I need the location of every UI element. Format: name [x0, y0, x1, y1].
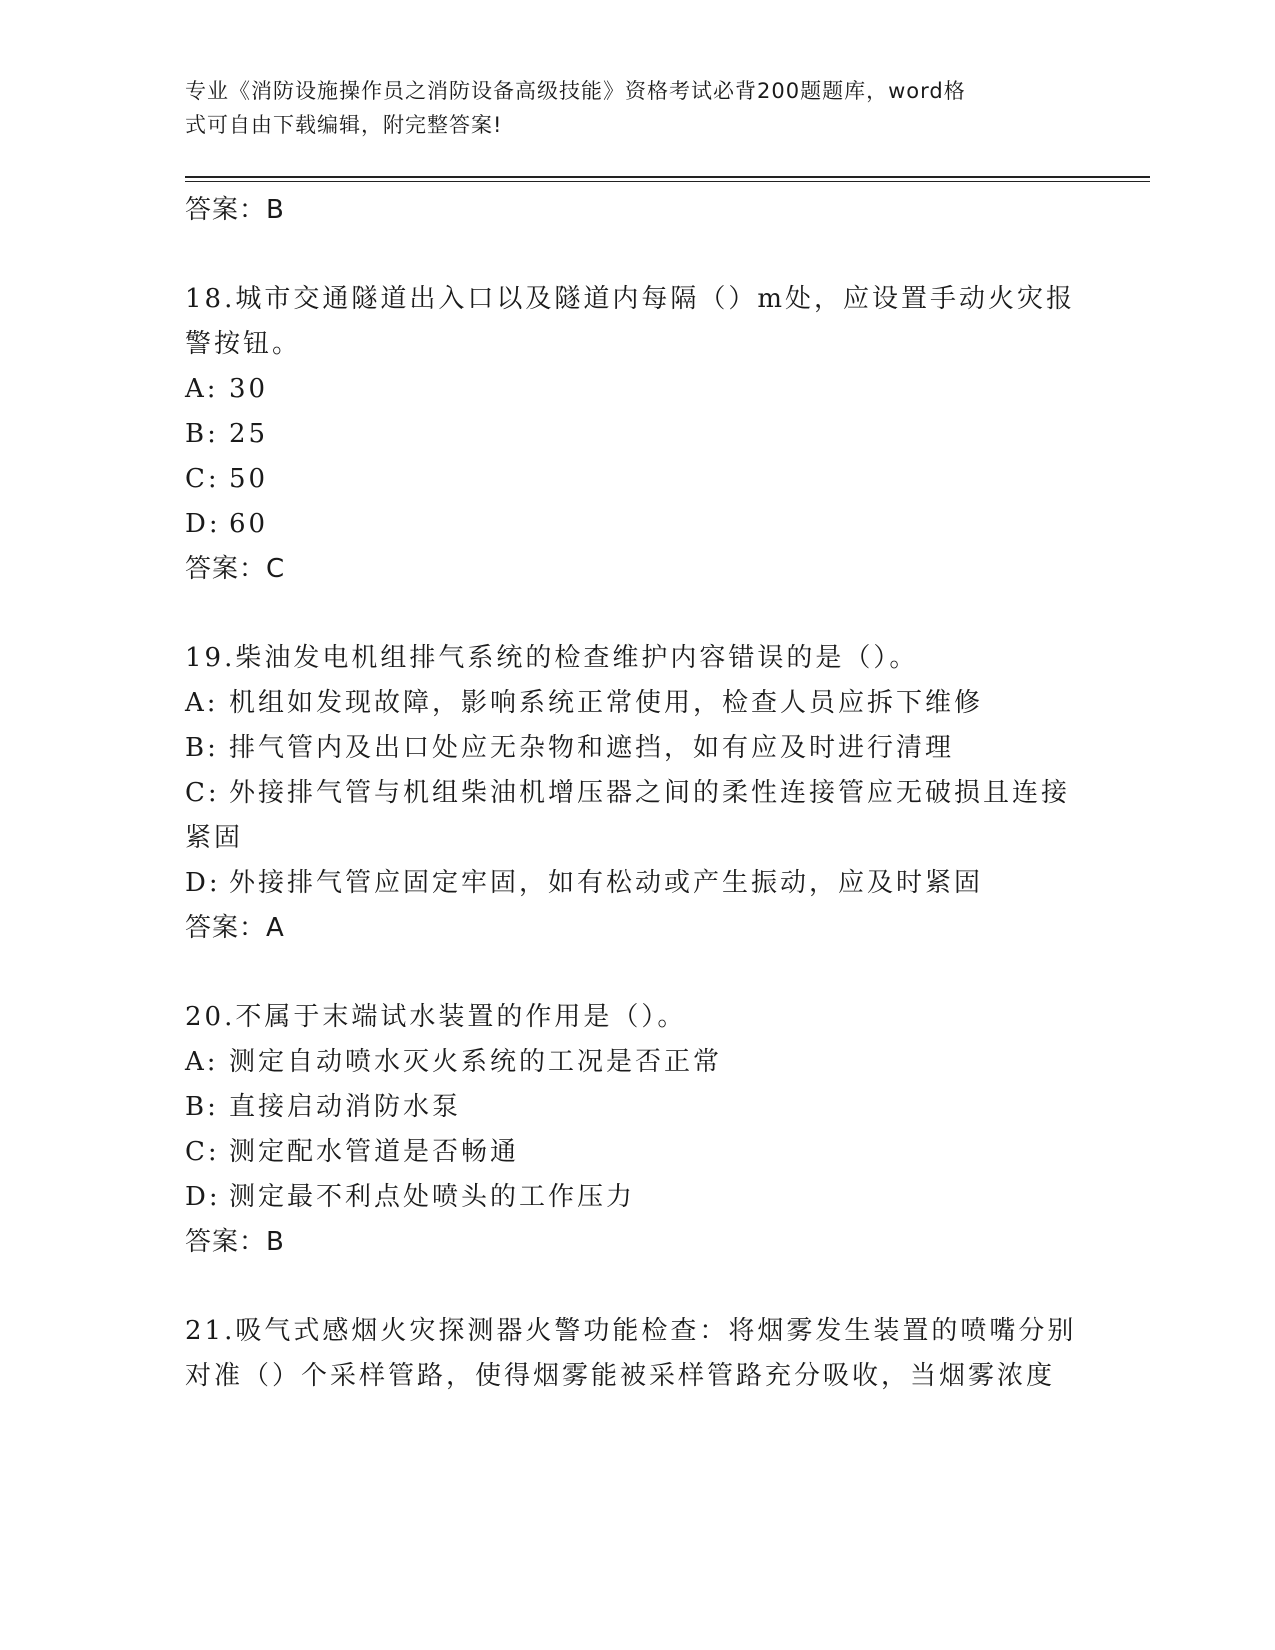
option-text: 25	[229, 419, 269, 449]
option-c	[185, 1130, 1085, 1175]
option-d	[185, 1175, 1085, 1220]
option-label: B:	[185, 733, 219, 763]
option-text: 排气管内及出口处应无杂物和遮挡，如有应及时进行清理	[229, 733, 955, 763]
option-d	[185, 502, 1085, 547]
option-c	[185, 457, 1085, 502]
previous-answer: 答案：B	[185, 195, 285, 225]
question-stem	[185, 1309, 1085, 1399]
question-21	[185, 1309, 1085, 1399]
answer-line: 答案：B	[185, 1227, 285, 1257]
question-18	[185, 277, 1085, 592]
question-stem	[185, 636, 1085, 681]
document-header	[185, 74, 1065, 142]
question-stem-line: 对准（）个采样管路，使得烟雾能被采样管路充分吸收，当烟雾浓度	[185, 1361, 1056, 1391]
header-divider-thick	[185, 176, 1150, 178]
option-text: 30	[229, 374, 269, 404]
option-text: 外接排气管应固定牢固，如有松动或产生振动，应及时紧固	[229, 868, 984, 898]
option-text: 机组如发现故障，影响系统正常使用，检查人员应拆下维修	[229, 688, 984, 718]
answer-line: 答案：A	[185, 913, 285, 943]
option-a	[185, 1040, 1085, 1085]
question-stem-line: 18.城市交通隧道出入口以及隧道内每隔（）m处，应设置手动火灾报	[185, 284, 1076, 314]
option-text: 测定自动喷水灭火系统的工况是否正常	[229, 1047, 723, 1077]
option-label: C:	[185, 464, 220, 494]
option-text: 测定最不利点处喷头的工作压力	[229, 1182, 636, 1212]
question-stem-line: 警按钮。	[185, 329, 302, 359]
option-label: B:	[185, 1092, 219, 1122]
option-label: C:	[185, 1137, 220, 1167]
header-line-1: 专业《消防设施操作员之消防设备高级技能》资格考试必背200题题库，word格	[185, 79, 966, 103]
option-label: D:	[185, 1182, 221, 1212]
option-label: B:	[185, 419, 219, 449]
option-label: D:	[185, 509, 221, 539]
option-label: D:	[185, 868, 221, 898]
option-a	[185, 367, 1085, 412]
option-text: 测定配水管道是否畅通	[229, 1137, 520, 1167]
question-stem	[185, 995, 1085, 1040]
option-text: 60	[229, 509, 269, 539]
answer-line: 答案：C	[185, 554, 286, 584]
question-stem-line: 19.柴油发电机组排气系统的检查维护内容错误的是（）。	[185, 643, 919, 673]
option-label: A:	[185, 688, 219, 718]
question-20	[185, 995, 1085, 1265]
option-c-continued: 紧固	[185, 823, 244, 853]
option-label: C:	[185, 778, 220, 808]
header-line-2: 式可自由下载编辑，附完整答案!	[185, 113, 503, 137]
option-b	[185, 412, 1085, 457]
question-stem-line: 21.吸气式感烟火灾探测器火警功能检查：将烟雾发生装置的喷嘴分别	[185, 1316, 1077, 1346]
option-a	[185, 681, 1085, 726]
option-label: A:	[185, 1047, 219, 1077]
option-b	[185, 726, 1085, 771]
option-label: A:	[185, 374, 219, 404]
option-d	[185, 861, 1085, 906]
option-c	[185, 771, 1085, 816]
option-text: 外接排气管与机组柴油机增压器之间的柔性连接管应无破损且连接	[229, 778, 1071, 808]
option-text: 50	[229, 464, 269, 494]
option-text: 直接启动消防水泵	[229, 1092, 462, 1122]
question-19	[185, 636, 1085, 951]
question-stem	[185, 277, 1085, 367]
question-stem-line: 20.不属于末端试水装置的作用是（）。	[185, 1002, 687, 1032]
header-divider-thin	[185, 181, 1150, 182]
question-list	[185, 188, 1085, 1399]
option-b	[185, 1085, 1085, 1130]
